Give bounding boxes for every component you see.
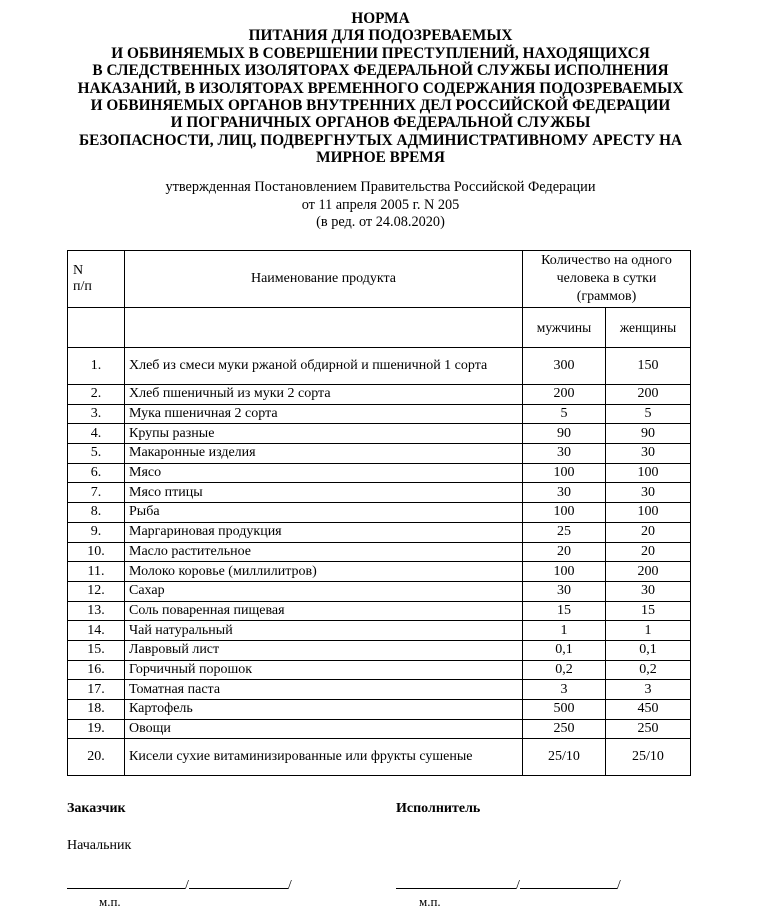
table-row xyxy=(68,660,691,680)
row-number: 7. xyxy=(68,483,125,503)
men-amount: 250 xyxy=(523,719,606,739)
product-name: Овощи xyxy=(125,719,523,739)
men-amount: 1 xyxy=(523,621,606,641)
row-number: 1. xyxy=(68,348,125,385)
women-amount: 200 xyxy=(606,385,691,405)
col-qty-header: Количество на одного человека в сутки (граммов) xyxy=(523,251,691,308)
product-name: Маргариновая продукция xyxy=(125,522,523,542)
table-row xyxy=(68,503,691,523)
product-name: Масло растительное xyxy=(125,542,523,562)
subheader-empty-name xyxy=(125,308,523,348)
men-amount: 100 xyxy=(523,562,606,582)
men-amount: 3 xyxy=(523,680,606,700)
contractor-label: Исполнитель xyxy=(396,801,481,816)
food-norm-table xyxy=(67,250,691,776)
women-amount: 5 xyxy=(606,404,691,424)
row-number: 4. xyxy=(68,424,125,444)
men-amount: 30 xyxy=(523,581,606,601)
slash: / xyxy=(616,878,621,893)
product-name: Картофель xyxy=(125,700,523,720)
slash: / xyxy=(516,878,520,893)
table-row xyxy=(68,581,691,601)
row-number: 10. xyxy=(68,542,125,562)
table-row xyxy=(68,385,691,405)
row-number: 3. xyxy=(68,404,125,424)
men-amount: 300 xyxy=(523,348,606,385)
men-amount: 20 xyxy=(523,542,606,562)
women-amount: 100 xyxy=(606,463,691,483)
name-blank[interactable] xyxy=(520,875,617,889)
product-name: Рыба xyxy=(125,503,523,523)
product-name: Хлеб пшеничный из муки 2 сорта xyxy=(125,385,523,405)
women-amount: 1 xyxy=(606,621,691,641)
col-num-header-pp: п/п xyxy=(73,279,92,294)
women-amount: 450 xyxy=(606,700,691,720)
stamp-place-left: м.п. xyxy=(99,894,121,909)
table-row xyxy=(68,424,691,444)
product-name: Сахар xyxy=(125,581,523,601)
product-name: Мясо птицы xyxy=(125,483,523,503)
table-header-row xyxy=(68,251,691,308)
men-amount: 25 xyxy=(523,522,606,542)
row-number: 20. xyxy=(68,739,125,776)
table-row xyxy=(68,739,691,776)
row-number: 11. xyxy=(68,562,125,582)
row-number: 12. xyxy=(68,581,125,601)
table-row xyxy=(68,404,691,424)
product-name: Томатная паста xyxy=(125,680,523,700)
women-amount: 30 xyxy=(606,444,691,464)
col-name-header: Наименование продукта xyxy=(125,251,523,308)
product-name: Мука пшеничная 2 сорта xyxy=(125,404,523,424)
row-number: 18. xyxy=(68,700,125,720)
women-amount: 25/10 xyxy=(606,739,691,776)
men-amount: 15 xyxy=(523,601,606,621)
col-men-header: мужчины xyxy=(523,308,606,348)
men-amount: 500 xyxy=(523,700,606,720)
heading-line: МИРНОЕ ВРЕМЯ xyxy=(316,149,445,167)
product-name: Чай натуральный xyxy=(125,621,523,641)
men-amount: 0,1 xyxy=(523,640,606,660)
men-amount: 30 xyxy=(523,444,606,464)
men-amount: 100 xyxy=(523,503,606,523)
women-amount: 0,2 xyxy=(606,660,691,680)
table-row xyxy=(68,348,691,385)
approval-line: утвержденная Постановлением Правительства Российской Федерации xyxy=(165,179,596,195)
contractor-signature-line[interactable] xyxy=(396,875,621,894)
product-name: Хлеб из смеси муки ржаной обдирной и пшеничной 1 сорта xyxy=(125,348,523,385)
slash: / xyxy=(287,878,292,893)
row-number: 8. xyxy=(68,503,125,523)
col-women-header: женщины xyxy=(606,308,691,348)
approval-line: от 11 апреля 2005 г. N 205 xyxy=(301,196,460,213)
row-number: 19. xyxy=(68,719,125,739)
women-amount: 150 xyxy=(606,348,691,385)
women-amount: 0,1 xyxy=(606,640,691,660)
women-amount: 20 xyxy=(606,522,691,542)
men-amount: 200 xyxy=(523,385,606,405)
table-row xyxy=(68,719,691,739)
row-number: 17. xyxy=(68,680,125,700)
chief-label: Начальник xyxy=(67,838,132,853)
men-amount: 90 xyxy=(523,424,606,444)
signature-blank[interactable] xyxy=(67,875,185,889)
table-row xyxy=(68,463,691,483)
name-blank[interactable] xyxy=(189,875,288,889)
heading-line: НОРМА xyxy=(351,10,410,27)
heading-line: И ОБВИНЯЕМЫХ ОРГАНОВ ВНУТРЕННИХ ДЕЛ РОССИЙСКОЙ ФЕДЕРАЦИИ xyxy=(90,97,671,115)
women-amount: 15 xyxy=(606,601,691,621)
table-row xyxy=(68,444,691,464)
product-name: Лавровый лист xyxy=(125,640,523,660)
men-amount: 25/10 xyxy=(523,739,606,776)
approval-line: (в ред. от 24.08.2020) xyxy=(316,214,445,230)
women-amount: 30 xyxy=(606,483,691,503)
subheader-empty-num xyxy=(68,308,125,348)
table-row xyxy=(68,680,691,700)
table-row xyxy=(68,640,691,660)
table-row xyxy=(68,483,691,503)
row-number: 15. xyxy=(68,640,125,660)
heading-line: БЕЗОПАСНОСТИ, ЛИЦ, ПОДВЕРГНУТЫХ АДМИНИСТРАТИВНОМУ АРЕСТУ НА xyxy=(78,131,683,149)
product-name: Молоко коровье (миллилитров) xyxy=(125,562,523,582)
product-name: Соль поваренная пищевая xyxy=(125,601,523,621)
slash: / xyxy=(185,878,189,893)
men-amount: 5 xyxy=(523,404,606,424)
col-num-header-n: N xyxy=(73,263,84,278)
women-amount: 20 xyxy=(606,542,691,562)
approval-note xyxy=(0,179,761,232)
product-name: Кисели сухие витаминизированные или фрукты сушеные xyxy=(125,739,523,776)
heading-line: НАКАЗАНИЙ, В ИЗОЛЯТОРАХ ВРЕМЕННОГО СОДЕРЖАНИЯ ПОДОЗРЕВАЕМЫХ xyxy=(77,79,684,97)
product-name: Макаронные изделия xyxy=(125,444,523,464)
customer-signature-line[interactable] xyxy=(67,875,292,894)
heading-line: В СЛЕДСТВЕННЫХ ИЗОЛЯТОРАХ ФЕДЕРАЛЬНОЙ СЛУЖБЫ ИСПОЛНЕНИЯ xyxy=(92,62,669,80)
women-amount: 250 xyxy=(606,719,691,739)
table-row xyxy=(68,562,691,582)
heading-line: ПИТАНИЯ ДЛЯ ПОДОЗРЕВАЕМЫХ xyxy=(248,27,513,45)
stamp-place-right: м.п. xyxy=(419,894,441,909)
document-heading xyxy=(0,10,761,167)
women-amount: 200 xyxy=(606,562,691,582)
row-number: 14. xyxy=(68,621,125,641)
row-number: 9. xyxy=(68,522,125,542)
women-amount: 100 xyxy=(606,503,691,523)
product-name: Горчичный порошок xyxy=(125,660,523,680)
row-number: 2. xyxy=(68,385,125,405)
row-number: 6. xyxy=(68,463,125,483)
table-row xyxy=(68,621,691,641)
table-row xyxy=(68,601,691,621)
men-amount: 30 xyxy=(523,483,606,503)
women-amount: 3 xyxy=(606,680,691,700)
customer-label: Заказчик xyxy=(67,801,126,816)
table-row xyxy=(68,522,691,542)
col-num-header xyxy=(68,251,125,308)
row-number: 16. xyxy=(68,660,125,680)
heading-line: И ОБВИНЯЕМЫХ В СОВЕРШЕНИИ ПРЕСТУПЛЕНИЙ, НАХОДЯЩИХСЯ xyxy=(111,44,650,62)
table-row xyxy=(68,542,691,562)
signature-blank[interactable] xyxy=(396,875,516,889)
table-subheader-row xyxy=(68,308,691,348)
women-amount: 30 xyxy=(606,581,691,601)
men-amount: 0,2 xyxy=(523,660,606,680)
row-number: 5. xyxy=(68,444,125,464)
heading-line: И ПОГРАНИЧНЫХ ОРГАНОВ ФЕДЕРАЛЬНОЙ СЛУЖБЫ xyxy=(170,114,591,132)
row-number: 13. xyxy=(68,601,125,621)
women-amount: 90 xyxy=(606,424,691,444)
men-amount: 100 xyxy=(523,463,606,483)
table-row xyxy=(68,700,691,720)
product-name: Мясо xyxy=(125,463,523,483)
product-name: Крупы разные xyxy=(125,424,523,444)
